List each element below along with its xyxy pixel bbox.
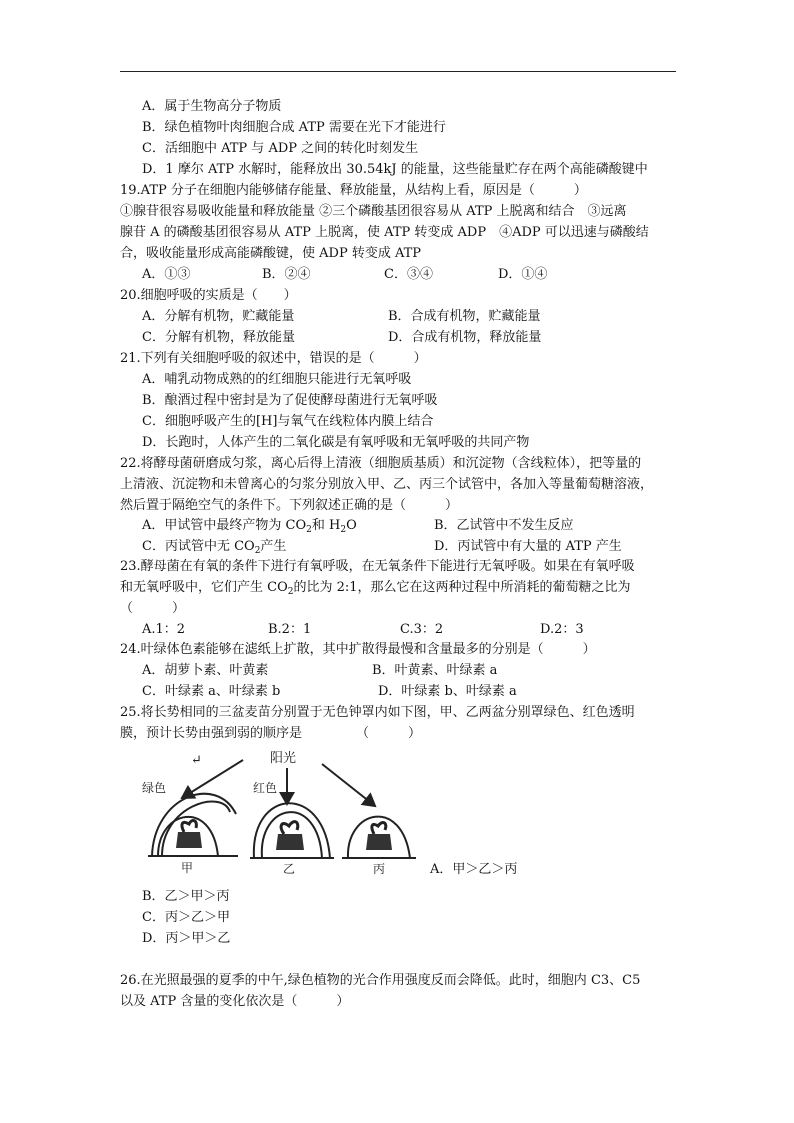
q24-option-a: A．胡萝卜素、叶黄素 — [142, 663, 269, 678]
q22-option-d: D．丙试管中有大量的 ATP 产生 — [434, 539, 622, 554]
jar-label-jia: 甲 — [181, 861, 194, 875]
q21-option-a: A．哺乳动物成熟的的红细胞只能进行无氧呼吸 — [142, 372, 412, 387]
q18-option-d: D．1 摩尔 ATP 水解时，能释放出 30.54kJ 的能量，这些能量贮存在两个高能磷酸键中 — [142, 162, 648, 177]
jar-label-bing: 丙 — [373, 862, 386, 876]
q20-option-a: A．分解有机物，贮藏能量 — [142, 309, 295, 324]
q20-stem: 20.细胞呼吸的实质是（ ） — [120, 288, 297, 303]
bell-jar-yi — [250, 803, 334, 858]
q19-option-a: A．①③ — [142, 267, 191, 282]
q19-statement-line: ①腺苷很容易吸收能量和释放能量 ②三个磷酸基团很容易从 ATP 上脱离和结合 ③远离 — [120, 204, 627, 219]
q23-option-c: C.3：2 — [400, 622, 444, 637]
q18-option-c: C．活细胞中 ATP 与 ADP 之间的转化时刻发生 — [142, 141, 419, 156]
q21-option-d: D．长跑时，人体产生的二氧化碳是有氧呼吸和无氧呼吸的共同产物 — [142, 435, 530, 450]
q19-statement-line: 合，吸收能量形成高能磷酸键，使 ADP 转变成 ATP — [120, 246, 422, 261]
light-arrow-right — [322, 764, 375, 806]
q25-option-a: A．甲＞乙＞丙 — [430, 862, 518, 877]
q20-option-c: C．分解有机物，释放能量 — [142, 330, 295, 345]
q23-stem-line: 和无氧呼吸中，它们产生 $CO_2$的比为 2:1，那么它在这两种过程中所消耗的葡萄糖之比为 — [120, 580, 631, 597]
q25-answer-paren: （ ） — [356, 726, 422, 741]
q21-stem: 21.下列有关细胞呼吸的叙述中，错误的是（ ） — [120, 351, 427, 366]
q20-option-d: D．合成有机物，释放能量 — [388, 330, 542, 345]
q23-option-a: A.1：2 — [142, 622, 186, 637]
q21-option-b: B．酿酒过程中密封是为了促使酵母菌进行无氧呼吸 — [142, 393, 438, 408]
bell-jar-bing — [342, 817, 416, 858]
q22-stem-line: 22.将酵母菌研磨成匀浆，离心后得上清液（细胞质基质）和沉淀物（含线粒体），把等量的 — [120, 456, 642, 471]
return-mark: ↵ — [191, 753, 202, 768]
q22-option-a: A．甲试管中最终产物为 $CO_2$和 $H_2O$ — [142, 518, 357, 535]
q18-option-a: A．属于生物高分子物质 — [142, 99, 282, 114]
q22-stem-line: 上清液、沉淀物和未曾离心的匀浆分别放入甲、乙、丙三个试管中，各加入等量葡萄糖溶液， — [120, 477, 654, 492]
q22-option-b: B．乙试管中不发生反应 — [434, 518, 574, 533]
q26-stem-line: 以及 ATP 含量的变化依次是（ ） — [120, 994, 350, 1009]
jar-label-yi: 乙 — [283, 862, 296, 876]
q25-stem-line: 25.将长势相同的三盆麦苗分别置于无色钟罩内如下图，甲、乙两盆分别罩绿色、红色透明 — [120, 705, 635, 720]
q23-option-b: B.2：1 — [268, 622, 312, 637]
q19-option-c: C．③④ — [384, 267, 433, 282]
q24-option-c: C．叶绿素 a、叶绿素 b — [142, 684, 281, 699]
q19-option-b: B．②④ — [262, 267, 311, 282]
q24-option-b: B．叶黄素、叶绿素 a — [372, 663, 498, 678]
sunlight-label: 阳光 — [270, 751, 297, 766]
header-rule — [120, 71, 676, 72]
q23-stem-line: 23.酵母菌在有氧的条件下进行有氧呼吸，在无氧条件下能进行无氧呼吸。如果在有氧呼吸 — [120, 559, 635, 574]
q24-stem: 24.叶绿体色素能够在滤纸上扩散，其中扩散得最慢和含量最多的分别是（ ） — [120, 642, 596, 657]
q22-stem-line: 然后置于隔绝空气的条件下。下列叙述正确的是（ ） — [120, 498, 459, 513]
q19-stem: 19.ATP 分子在细胞内能够储存能量、释放能量，从结构上看，原因是（ ） — [120, 183, 587, 198]
bell-jar-jia — [148, 794, 238, 856]
q24-option-d: D．叶绿素 b、叶绿素 a — [378, 684, 517, 699]
q25-option-d: D．丙＞甲＞乙 — [142, 931, 231, 946]
bell-jar-figure — [140, 744, 430, 876]
q21-option-c: C．细胞呼吸产生的[H]与氧气在线粒体内膜上结合 — [142, 414, 434, 429]
q19-statement-line: 腺苷 A 的磷酸基团很容易从 ATP 上脱离，使 ATP 转变成 ADP ④ADP 可以迅速与磷酸结 — [120, 225, 649, 240]
q25-option-b: B．乙＞甲＞丙 — [142, 889, 230, 904]
green-film-label: 绿色 — [142, 781, 167, 795]
red-film-label: 红色 — [253, 781, 278, 795]
q23-option-d: D.2：3 — [540, 622, 584, 637]
q19-option-d: D．①④ — [498, 267, 548, 282]
q18-option-b: B．绿色植物叶肉细胞合成 ATP 需要在光下才能进行 — [142, 120, 446, 135]
q22-option-c: C．丙试管中无 $CO_2$产生 — [142, 539, 287, 556]
q25-option-c: C．丙＞乙＞甲 — [142, 910, 230, 925]
q23-answer-paren: （ ） — [120, 601, 186, 616]
q20-option-b: B．合成有机物，贮藏能量 — [388, 309, 541, 324]
q25-stem-line: 膜，预计长势由强到弱的顺序是 — [120, 726, 303, 741]
q26-stem-line: 26.在光照最强的夏季的中午,绿色植物的光合作用强度反而会降低。此时，细胞内 C3、C5 — [120, 973, 641, 988]
